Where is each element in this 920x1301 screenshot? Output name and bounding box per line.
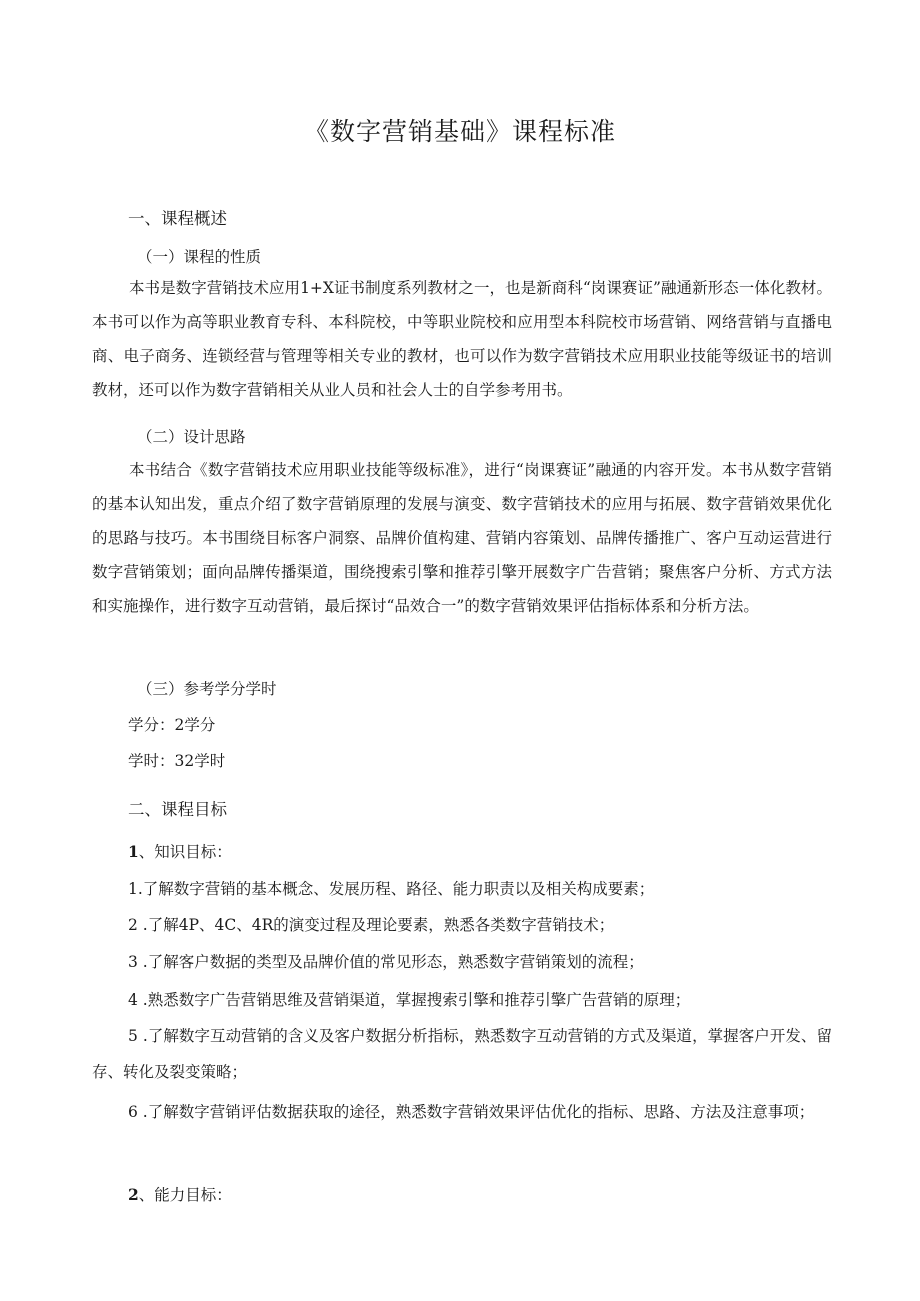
sub3-heading: （三）参考学分学时 <box>137 680 277 698</box>
knowledge-heading <box>128 840 232 862</box>
knowledge-item-3: 3 .了解客户数据的类型及品牌价值的常见形态，熟悉数字营销策划的流程； <box>128 953 644 971</box>
knowledge-item-1: 1.了解数字营销的基本概念、发展历程、路径、能力职责以及相关构成要素； <box>128 880 655 898</box>
section1-heading: 一、课程概述 <box>128 209 227 228</box>
hours-text: 学时：32学时 <box>128 752 226 770</box>
knowledge-item-5: 5 .了解数字互动营销的含义及客户数据分析指标，熟悉数字互动营销的方式及渠道，掌握客户开发、留存、转化及裂变策略； <box>92 1027 832 1081</box>
ability-heading <box>128 1183 232 1205</box>
knowledge-heading-text: 、知识目标： <box>138 843 232 861</box>
sub2-paragraph: 本书结合《数字营销技术应用职业技能等级标准》，进行“岗课赛证”融通的内容开发。本书从数字营销的基本认知出发，重点介绍了数字营销原理的发展与演变、数字营销技术的应用与拓展、数字营销效果优化的思路与技巧。本书围绕目标客户洞察、品牌价值构建、营销内容策划、品牌传播推广、客户互动运营进行数字营销策划；面向品牌传播渠道，围绕搜索引擎和推荐引擎开展数字广告营销；聚焦客户分析、方式方法和实施操作，进行数字互动营销，最后探讨“品效合一”的数字营销效果评估指标体系和分析方法。 <box>92 461 832 615</box>
knowledge-item-6: 6 .了解数字营销评估数据获取的途径，熟悉数字营销效果评估优化的指标、思路、方法及注意事项； <box>128 1103 815 1121</box>
document-title: 《数字营销基础》课程标准 <box>303 117 616 146</box>
sub1-paragraph: 本书是数字营销技术应用1+X证书制度系列教材之一，也是新商科“岗课赛证”融通新形态一体化教材。本书可以作为高等职业教育专科、本科院校，中等职业院校和应用型本科院校市场营销、网络营销与直播电商、电子商务、连锁经营与管理等相关专业的教材，也可以作为数字营销技术应用职业技能等级证书的培训教材，还可以作为数字营销相关从业人员和社会人士的自学参考用书。 <box>92 279 832 399</box>
section2-heading: 二、课程目标 <box>128 800 227 819</box>
sub1-heading: （一）课程的性质 <box>137 248 262 266</box>
credits-text: 学分：2学分 <box>128 716 216 734</box>
knowledge-item-2: 2 .了解4P、4C、4R的演变过程及理论要素，熟悉各类数字营销技术； <box>128 916 615 934</box>
sub2-heading: （二）设计思路 <box>137 428 246 446</box>
knowledge-item-4: 4 .熟悉数字广告营销思维及营销渠道，掌握搜索引擎和推荐引擎广告营销的原理； <box>128 991 691 1009</box>
knowledge-heading-num: 1 <box>128 842 139 861</box>
ability-heading-text: 、能力目标： <box>138 1186 232 1204</box>
ability-heading-num: 2 <box>128 1185 139 1204</box>
